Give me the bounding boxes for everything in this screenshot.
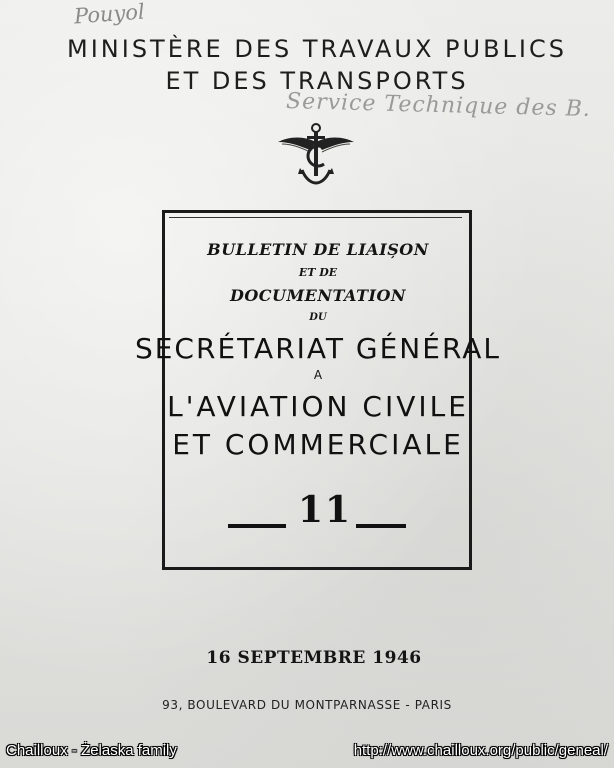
secretariat-commerciale-line: ET COMMERCIALE — [172, 428, 464, 461]
secretariat-aviation-line: L'AVIATION CIVILE — [167, 390, 469, 423]
bulletin-line-2: ET DE — [298, 266, 338, 279]
secretariat-preposition: A — [313, 368, 323, 382]
bulletin-line-1: BULLETIN DE LIAIȘON — [207, 240, 429, 259]
issue-dash-left — [228, 524, 286, 528]
secretariat-title: SECRÉTARIAT GÉNÉRAL — [134, 332, 502, 365]
handwritten-service-note: Service Technique des B. — [285, 89, 592, 122]
handwritten-name: Pouyol — [73, 0, 146, 29]
ministry-line-1: MINISTÈRE DES TRAVAUX PUBLICS — [67, 35, 567, 63]
bulletin-line-4: DU — [309, 312, 327, 323]
issue-dash-right — [356, 524, 406, 528]
watermark-family-credit: Chailloux - Żelaska family — [6, 742, 177, 759]
issue-number: 11 — [297, 489, 353, 531]
winged-anchor-emblem-icon — [276, 120, 356, 188]
watermark-source-url: http://www.chailloux.org/public/geneal/ — [353, 742, 608, 759]
publisher-address: 93, BOULEVARD DU MONTPARNASSE - PARIS — [162, 698, 452, 712]
publication-date: 16 SEPTEMBRE 1946 — [206, 648, 422, 668]
ministry-line-2: ET DES TRANSPORTS — [165, 67, 469, 95]
bulletin-line-3: DOCUMENTATION — [229, 286, 407, 305]
